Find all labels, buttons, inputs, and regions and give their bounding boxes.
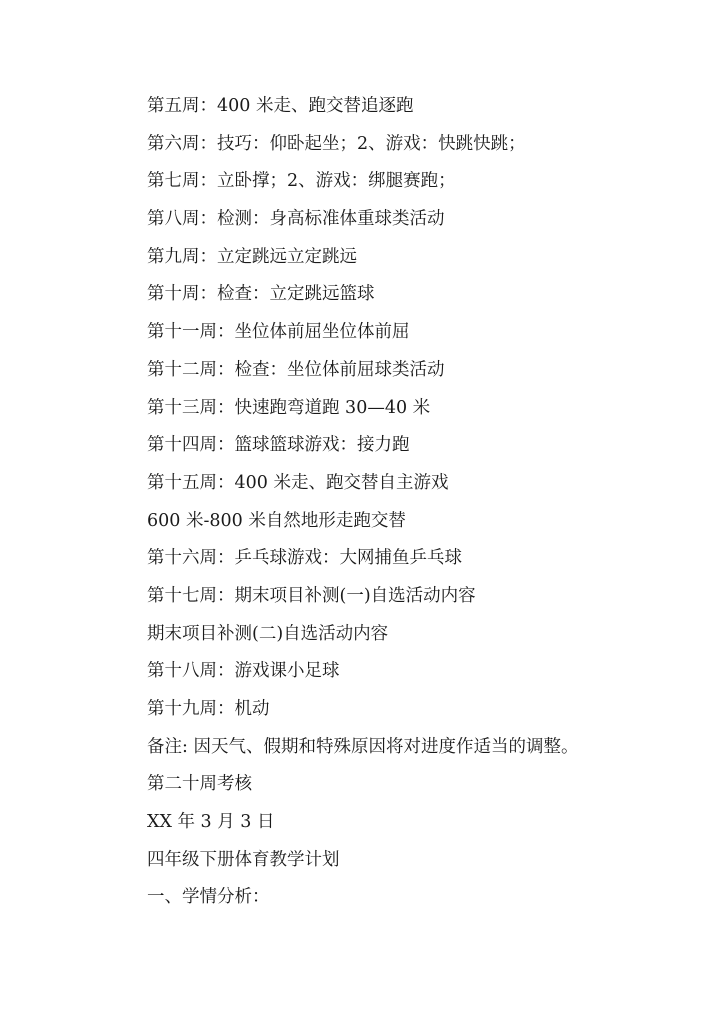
schedule-line-week-12: 第十二周：检查：坐位体前屈球类活动 — [147, 359, 445, 380]
schedule-line-week-7: 第七周：立卧撑；2、游戏：绑腿赛跑； — [147, 171, 456, 192]
schedule-line-week-17: 第十七周：期末项目补测(一)自选活动内容 — [147, 585, 476, 606]
plan-title: 四年级下册体育教学计划 — [147, 849, 340, 870]
schedule-line-week-15-continued: 600 米-800 米自然地形走跑交替 — [147, 510, 406, 531]
schedule-line-week-13: 第十三周：快速跑弯道跑 30—40 米 — [147, 397, 431, 418]
schedule-line-week-16: 第十六周：乒乓球游戏：大网捕鱼乒乓球 — [147, 548, 462, 569]
schedule-line-week-19: 第十九周：机动 — [147, 699, 270, 719]
schedule-line-week-9: 第九周：立定跳远立定跳远 — [147, 246, 357, 267]
schedule-line-week-10: 第十周：检查：立定跳远篮球 — [147, 284, 375, 305]
schedule-line-week-15: 第十五周：400 米走、跑交替自主游戏 — [147, 472, 449, 493]
date-line: XX 年 3 月 3 日 — [147, 812, 275, 833]
section-heading-student-analysis: 一、学情分析： — [147, 887, 270, 908]
schedule-line-week-8: 第八周：检测：身高标准体重球类活动 — [147, 209, 445, 230]
schedule-line-week-20: 第二十周考核 — [147, 774, 252, 795]
schedule-line-week-14: 第十四周：篮球篮球游戏：接力跑 — [147, 435, 410, 456]
schedule-line-week-17-continued: 期末项目补测(二)自选活动内容 — [147, 623, 389, 644]
schedule-line-week-6: 第六周：技巧：仰卧起坐；2、游戏：快跳快跳； — [147, 133, 526, 154]
remark-line: 备注: 因天气、假期和特殊原因将对进度作适当的调整。 — [147, 736, 579, 757]
schedule-line-week-11: 第十一周：坐位体前屈坐位体前屈 — [147, 322, 410, 343]
schedule-line-week-18: 第十八周：游戏课小足球 — [147, 661, 340, 682]
schedule-line-week-5: 第五周：400 米走、跑交替追逐跑 — [147, 96, 414, 116]
document-body — [147, 88, 707, 917]
